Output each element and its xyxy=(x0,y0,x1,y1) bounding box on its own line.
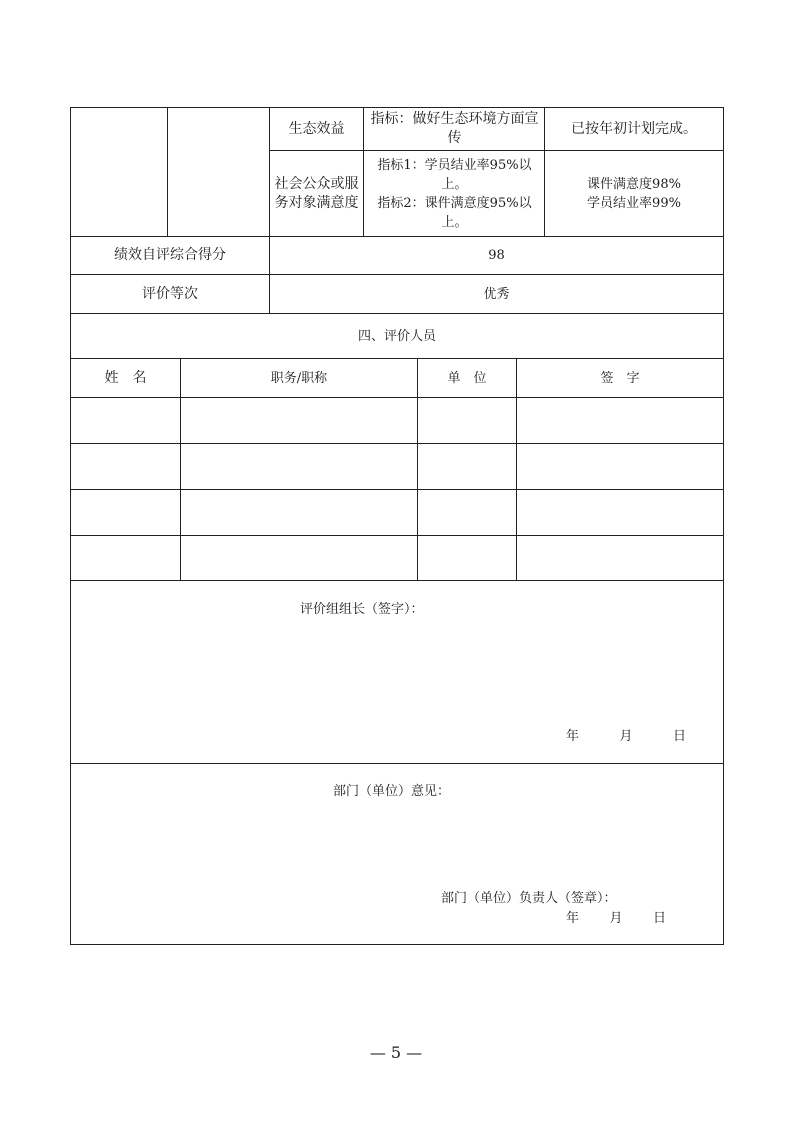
sub-indicator-ecological: 生态效益 xyxy=(288,120,345,137)
sub-indicator-satisfaction: 社会公众或服务对象满意度 xyxy=(274,175,359,211)
date-year: 年 xyxy=(566,910,580,926)
completion-line-1: 课件满意度98% xyxy=(587,176,681,192)
table-row[interactable] xyxy=(71,490,723,535)
date-month: 月 xyxy=(609,910,623,926)
date-month: 月 xyxy=(619,728,633,744)
date-year: 年 xyxy=(566,728,580,744)
header-title: 职务/职称 xyxy=(270,370,328,386)
grade-label: 评价等次 xyxy=(142,285,198,302)
date-day: 日 xyxy=(672,728,686,744)
date-day: 日 xyxy=(652,910,666,926)
score-value: 98 xyxy=(488,248,505,263)
department-date xyxy=(566,907,666,929)
page-number: — 5 — xyxy=(369,1042,423,1062)
header-unit: 单 位 xyxy=(447,370,487,386)
indicator-ecological: 指标：做好生态环境方面宣传 xyxy=(370,111,539,146)
header-name: 姓 名 xyxy=(104,369,147,386)
completion-satisfaction xyxy=(545,151,723,236)
completion-line-2: 学员结业率99% xyxy=(587,195,681,211)
department-signer-label: 部门（单位）负责人（签章）： xyxy=(441,890,617,906)
row-divider xyxy=(70,763,724,764)
indicator-line-1: 指标1：学员结业率95%以上。 xyxy=(377,157,532,192)
row-divider xyxy=(70,580,724,581)
table-row[interactable] xyxy=(71,398,723,443)
col-divider xyxy=(363,107,364,236)
indicator-line-2: 指标2：课件满意度95%以上。 xyxy=(377,195,532,230)
grade-value: 优秀 xyxy=(483,286,510,302)
score-label: 绩效自评综合得分 xyxy=(114,247,226,263)
table-row[interactable] xyxy=(71,444,723,489)
leader-signature-label: 评价组组长（签字）： xyxy=(300,601,424,617)
col-divider xyxy=(167,107,168,236)
indicator-satisfaction xyxy=(366,151,543,236)
completion-ecological: 已按年初计划完成。 xyxy=(571,120,697,137)
table-row[interactable] xyxy=(71,536,723,580)
department-opinion-label: 部门（单位）意见： xyxy=(333,783,451,799)
header-signature: 签 字 xyxy=(600,370,640,386)
leader-date xyxy=(566,725,686,747)
section-title: 四、评价人员 xyxy=(357,328,436,344)
